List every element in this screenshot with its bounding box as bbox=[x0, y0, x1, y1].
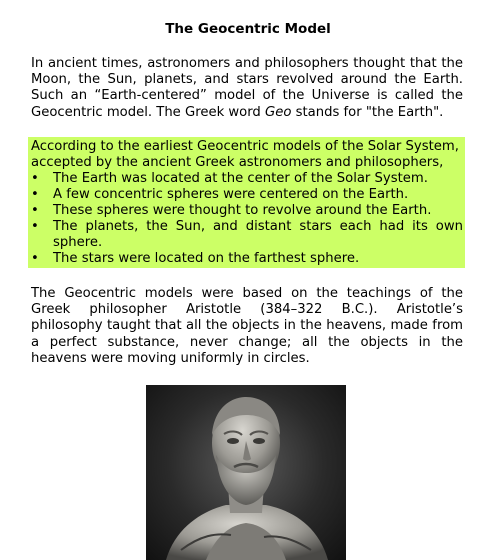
bullet-item: • The stars were located on the farthest sphere. bbox=[31, 251, 463, 267]
geocentric-bullet-list bbox=[31, 171, 463, 267]
bullet-item: • These spheres were thought to revolve around the Earth. bbox=[31, 203, 463, 219]
bullet-item: • The planets, the Sun, and distant stars each had its own sphere. bbox=[31, 219, 463, 251]
aristotle-bust-photo bbox=[146, 385, 346, 560]
intro-text-end: stands for "the Earth". bbox=[291, 104, 444, 120]
intro-paragraph bbox=[31, 56, 463, 121]
bullet-item: • A few concentric spheres were centered on the Earth. bbox=[31, 187, 463, 203]
page-title: The Geocentric Model bbox=[165, 21, 331, 37]
highlight-intro: According to the earliest Geocentric models of the Solar System, accepted by the ancient Greek astronomers and philosophers, bbox=[31, 139, 459, 170]
aristotle-paragraph: The Geocentric models were based on the teachings of the Greek philosopher Aristotle (384–322 B.C.). Aristotle’s philosophy taught that all the objects in the heavens, made from a perfect substance, never change; all the objects in the heavens were moving uniformly in circles. bbox=[31, 286, 463, 366]
bullet-item: • The Earth was located at the center of the Solar System. bbox=[31, 171, 463, 187]
geo-word: Geo bbox=[265, 104, 292, 120]
bust-illustration bbox=[146, 385, 346, 560]
intro-text: In ancient times, astronomers and philosophers thought that the Moon, the Sun, planets, and stars revolved around the Earth. Such an “Earth-centered” model of the Universe is called the Geocentric model. The Greek word bbox=[31, 56, 463, 120]
